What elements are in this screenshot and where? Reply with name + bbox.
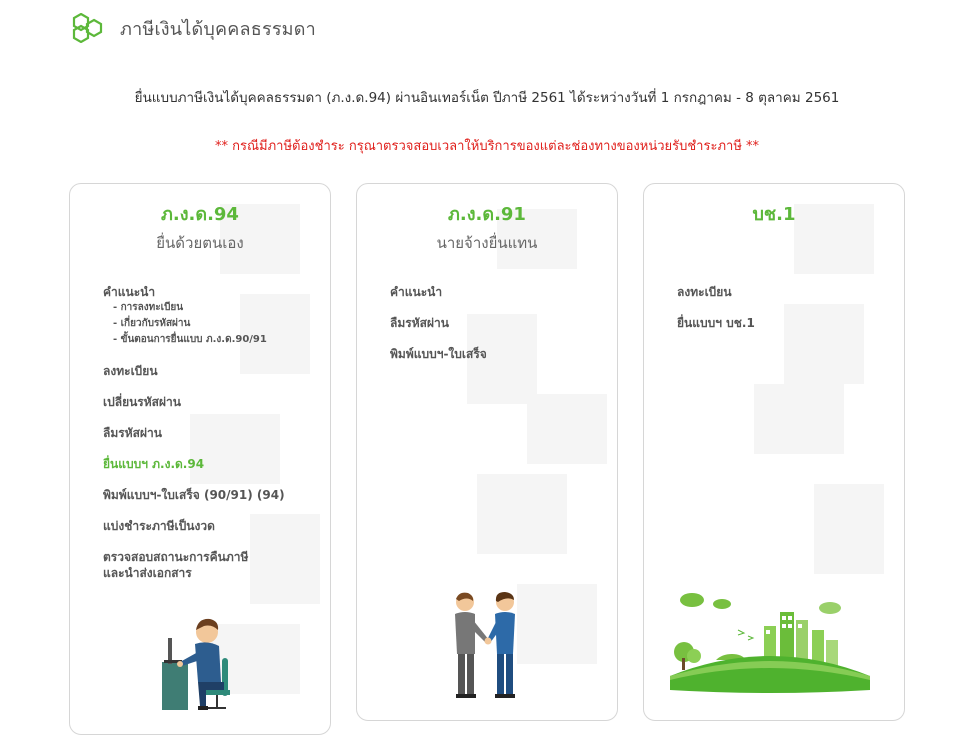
page-header [72, 12, 316, 44]
handshake-illustration [443, 590, 533, 700]
card-bch1 [643, 183, 905, 721]
menu-check-refund-line1: ตรวจสอบสถานะการคืนภาษี [103, 550, 249, 564]
menu-file-form[interactable]: ยื่นแบบฯ ภ.ง.ด.94 [103, 457, 205, 471]
menu-guide[interactable]: คำแนะนำ [103, 285, 156, 299]
page-title: ภาษีเงินได้บุคคลธรรมดา [120, 18, 316, 40]
card-menu [103, 284, 285, 581]
card-menu [677, 284, 755, 331]
person-at-computer-illustration [158, 612, 248, 712]
card-subtitle: ยื่นด้วยตนเอง [156, 234, 244, 252]
card-title: ภ.ง.ด.94 [161, 204, 239, 225]
menu-change-password[interactable]: เปลี่ยนรหัสผ่าน [103, 395, 181, 409]
menu-register[interactable]: ลงทะเบียน [677, 285, 732, 299]
menu-print-form[interactable]: พิมพ์แบบฯ-ใบเสร็จ [390, 347, 487, 361]
card-pnd91 [356, 183, 618, 721]
menu-file-form[interactable]: ยื่นแบบฯ บช.1 [677, 316, 755, 330]
card-title: บช.1 [752, 204, 796, 225]
card-subtitle: นายจ้างยื่นแทน [436, 234, 538, 252]
menu-register[interactable]: ลงทะเบียน [103, 364, 158, 378]
menu-guide-password[interactable]: - เกี่ยวกับรหัสผ่าน [113, 318, 191, 329]
menu-guide-steps[interactable]: - ขั้นตอนการยื่นแบบ ภ.ง.ด.90/91 [113, 334, 267, 345]
menu-guide[interactable]: คำแนะนำ [390, 285, 443, 299]
warning-text: ** กรณีมีภาษีต้องชำระ กรุณาตรวจสอบเวลาให้บริการของแต่ละช่องทางของหน่วยรับชำระภาษี ** [214, 139, 760, 154]
menu-print-form[interactable]: พิมพ์แบบฯ-ใบเสร็จ (90/91) (94) [103, 488, 285, 502]
menu-check-refund-line2: และนำส่งเอกสาร [103, 566, 192, 580]
menu-forgot-password[interactable]: ลืมรหัสผ่าน [390, 316, 449, 330]
card-title: ภ.ง.ด.91 [448, 204, 526, 225]
menu-installments[interactable]: แบ่งชำระภาษีเป็นงวด [103, 519, 215, 533]
green-city-illustration [670, 586, 875, 696]
menu-check-refund[interactable] [103, 549, 285, 581]
card-menu [390, 284, 487, 362]
intro-text: ยื่นแบบภาษีเงินได้บุคคลธรรมดา (ภ.ง.ด.94) ผ่านอินเทอร์เน็ต ปีภาษี 2561 ได้ระหว่างวันที่ 1 กรกฎาคม - 8 ตุลาคม 2561 [134, 90, 840, 106]
hexagon-logo-icon [72, 13, 106, 43]
menu-guide-register[interactable]: - การลงทะเบียน [113, 302, 184, 313]
card-pnd94 [69, 183, 331, 735]
menu-forgot-password[interactable]: ลืมรหัสผ่าน [103, 426, 162, 440]
